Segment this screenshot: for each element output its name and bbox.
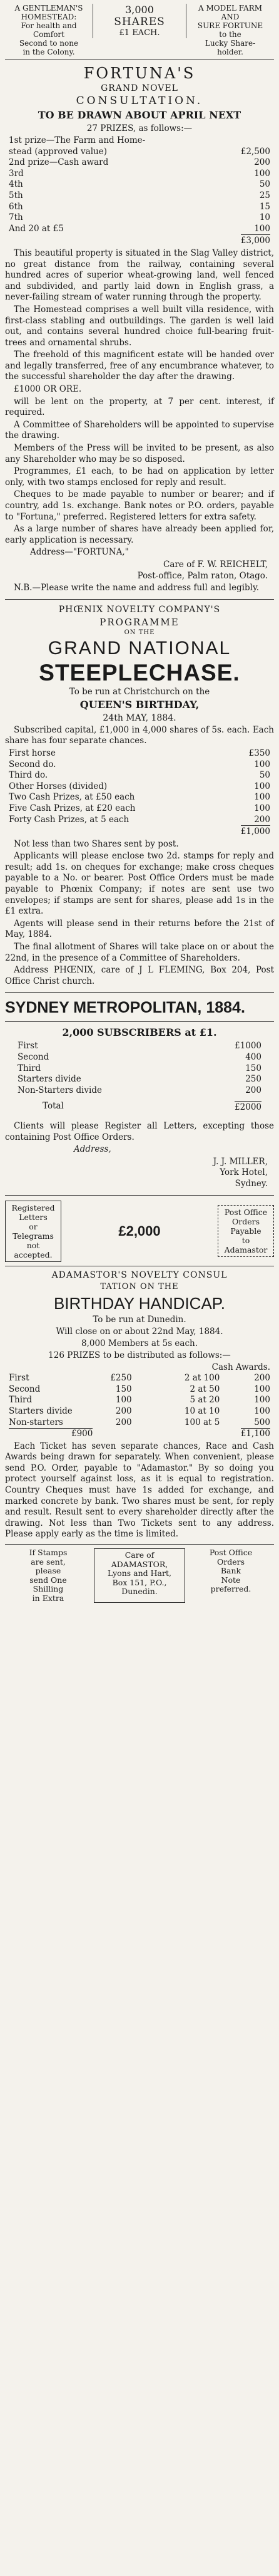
registered-letters-box — [5, 1201, 61, 1262]
phoenix-line3: ON THE — [124, 628, 155, 636]
sydney-address-label: Address, — [74, 1144, 111, 1155]
registered-letters-line: or — [29, 1221, 38, 1231]
adamastor-prize-row — [5, 1406, 274, 1417]
fortuna-total-row — [5, 234, 274, 247]
sydney-prize-row-value: 400 — [245, 1052, 261, 1062]
header-shares-label: SHARES — [114, 16, 165, 28]
header-left-line: HOMESTEAD: — [21, 13, 77, 21]
adamastor-totals-row — [5, 1428, 274, 1440]
phoenix-prize-row-label: Five Cash Prizes, at £20 each — [9, 803, 136, 813]
phoenix-run-at: To be run at Christchurch on the — [69, 686, 210, 697]
sydney-prize-row — [14, 1041, 265, 1052]
post-office-orders-line: Payable — [230, 1226, 261, 1236]
fortuna-subtitle2: CONSULTATION. — [76, 95, 203, 107]
header-left-line: A GENTLEMAN'S — [14, 4, 83, 13]
sydney-prize-row-value: 150 — [245, 1063, 261, 1073]
sydney-total-label: Total — [43, 1101, 64, 1112]
phoenix-prize-row — [5, 781, 274, 793]
adamastor-prizes-intro: 126 PRIZES to be distributed as follows:— — [48, 1350, 231, 1360]
fortuna-paragraph: The freehold of this magnificent estate will be handed over and legally transferred, free of any encumbrance whatever, to the successful shareholder the day after the drawing. — [5, 350, 274, 382]
adamastor-prize-row — [5, 1384, 274, 1395]
fortuna-prize-row-value: 10 — [259, 212, 270, 223]
fortuna-paragraph: A Committee of Shareholders will be appointed to supervise the drawing. — [5, 419, 274, 441]
adamastor-left-total: £900 — [9, 1428, 93, 1440]
fortuna-prize-row-label: 3rd — [9, 168, 24, 179]
adamastor-address-line: Lyons and Hart, — [108, 1568, 171, 1578]
adamastor-cash-awards: Cash Awards. — [211, 1362, 270, 1372]
adamastor-prize-label: First — [9, 1373, 29, 1384]
adamastor-prize-value: 200 — [115, 1405, 132, 1416]
fortuna-paragraph: The Homestead comprises a well built villa residence, with first-class stabling and outbuildings. The garden is well laid out, and contains several hundred choice full-bearing fruit-trees and ornamental shrubs. — [5, 304, 274, 348]
sydney-address-line: Sydney. — [235, 1178, 268, 1189]
header-left-line: Comfort — [33, 30, 64, 39]
fortuna-prizes-intro: 27 PRIZES, as follows:— — [86, 123, 193, 133]
divider — [5, 992, 274, 993]
adamastor-prize-extra: 5 at 20 — [190, 1395, 220, 1405]
phoenix-prize-row-label: Third do. — [9, 770, 48, 781]
sydney-prize-row-value: 250 — [245, 1074, 261, 1085]
adamastor-prize-extra-val: 100 — [254, 1384, 270, 1394]
divider — [5, 1195, 274, 1196]
fortuna-address-line: Post-office, Palm raton, Otago. — [137, 570, 268, 581]
fortuna-paragraph: As a large number of shares have already been applied for, early application is necessary. — [5, 524, 274, 545]
stamps-note-line: If Stamps — [29, 1548, 68, 1558]
adamastor-prize-row — [5, 1395, 274, 1406]
fortuna-paragraph: Members of the Press will be invited to be present, as also any Shareholder who may be so disposed. — [5, 443, 274, 464]
post-office-orders-box — [218, 1205, 274, 1257]
sydney-paragraph: Clients will please Register all Letters, excepting those containing Post Office Orders. — [5, 1120, 274, 1142]
fortuna-prize-row-value: 25 — [259, 190, 270, 201]
fortuna-prize-row — [5, 224, 274, 235]
adamastor-prize-extra: 2 at 50 — [190, 1384, 220, 1394]
stamps-note-line: please — [35, 1566, 61, 1576]
fortuna-prize-row-label: And 20 at £5 — [9, 223, 64, 234]
phoenix-title2: STEEPLECHASE. — [39, 659, 240, 686]
stamps-note-line: in Extra — [32, 1593, 64, 1603]
sydney-prize-row-label: Second — [18, 1052, 49, 1062]
sydney-prize-row — [14, 1052, 265, 1063]
adamastor-prize-value: 100 — [115, 1395, 132, 1405]
fortuna-prize-row — [5, 135, 274, 147]
phoenix-title1: GRAND NATIONAL — [48, 637, 231, 659]
adamastor-grand-total: £1,100 — [240, 1429, 270, 1439]
adamastor-line1: ADAMASTOR'S NOVELTY CONSUL — [51, 1270, 228, 1280]
phoenix-paragraph: The final allotment of Shares will take place on or about the 22nd, in the presence of a Committee of Shareholders. — [5, 942, 274, 963]
adamastor-prize-label: Third — [9, 1395, 33, 1405]
post-office-orders-line: Orders — [231, 1217, 260, 1227]
header-right-line: Lucky Share- — [205, 39, 256, 48]
header-shares-count: 3,000 — [125, 4, 154, 16]
phoenix-prize-row-value: 100 — [254, 792, 270, 803]
fortuna-prize-row-label: 7th — [9, 212, 23, 223]
phoenix-prize-row — [5, 759, 274, 771]
registered-letters-line: Letters — [19, 1212, 48, 1222]
adamastor-prize-value: 200 — [115, 1417, 132, 1427]
phoenix-prize-row — [5, 770, 274, 781]
adamastor-box-row — [5, 1201, 274, 1262]
sydney-address-line: York Hotel, — [220, 1167, 268, 1178]
phoenix-total-row — [5, 825, 274, 838]
registered-letters-line: Registered — [11, 1202, 55, 1212]
adamastor-close-date: Will close on or about 22nd May, 1884. — [56, 1326, 223, 1337]
stamps-note-line: Shilling — [33, 1584, 64, 1594]
adamastor-prize-value: £250 — [110, 1373, 132, 1384]
fortuna-paragraph: £1000 OR ORE. — [14, 384, 82, 395]
adamastor-prize-extra-val: 100 — [254, 1395, 270, 1405]
adamastor-run-at: To be run at Dunedin. — [93, 1314, 186, 1325]
fortuna-paragraph: This beautiful property is situated in the Slag Valley district, no great distance from the railway, containing several hundred acres of superior wheat-growing land, well fenced and subdivided, and partly laid down in English grass, a never-failing stream of water running through the property. — [5, 248, 274, 303]
fortuna-paragraph: will be lent on the property, at 7 per cent. interest, if required. — [5, 396, 274, 418]
sydney-prize-row-label: Starters divide — [18, 1074, 81, 1085]
phoenix-line2: PROGRAMME — [99, 616, 180, 628]
divider — [5, 599, 274, 600]
divider — [5, 1021, 274, 1022]
sydney-prize-row-label: First — [18, 1041, 38, 1051]
header-right — [186, 4, 274, 56]
phoenix-paragraphs — [5, 839, 274, 964]
phoenix-prize-row — [5, 792, 274, 803]
header-left-line: in the Colony. — [23, 48, 75, 56]
adamastor-prize-extra: 2 at 100 — [184, 1373, 220, 1384]
phoenix-prize-row — [5, 748, 274, 759]
phoenix-prize-row-value: 100 — [254, 781, 270, 791]
phoenix-prize-row-label: Two Cash Prizes, at £50 each — [9, 792, 135, 803]
phoenix-prize-row-value: 100 — [254, 803, 270, 813]
phoenix-capital: Subscribed capital, £1,000 in 4,000 shares of 5s. each. Each share has four separate chances. — [5, 724, 274, 746]
post-office-orders-line: Post Office — [224, 1207, 268, 1218]
fortuna-prize-row — [5, 190, 274, 202]
fortuna-paragraph: Programmes, £1 each, to be had on application by letter only, with two stamps enclosed for reply and result. — [5, 466, 274, 488]
fortuna-prize-row — [5, 169, 274, 180]
post-office-orders-note-line: preferred. — [210, 1584, 251, 1594]
sydney-prize-row-value: 200 — [245, 1085, 261, 1095]
sydney-prize-list — [5, 1041, 274, 1096]
phoenix-prize-list — [5, 748, 274, 825]
header-right-line: to the — [219, 30, 241, 39]
phoenix-paragraph: Applicants will please enclose two 2d. stamps for reply and result; add 1s. on cheques for exchange; make cross cheques payable to a No. or bearer. Post Office Orders must be made payable to Phœnix Company; if notes are sent use two envelopes; if stamps are sent for shares, please add 1s in the £1 extra. — [5, 851, 274, 917]
fortuna-prize-row-value: 100 — [254, 223, 270, 234]
fortuna-drawn-date: TO BE DRAWN ABOUT APRIL NEXT — [38, 109, 241, 121]
header-right-line: AND — [221, 13, 240, 21]
adamastor-address-line: ADAMASTOR, — [111, 1559, 168, 1569]
fortuna-prize-row-label: 1st prize—The Farm and Home- — [9, 135, 146, 145]
stamps-note-line: send One — [29, 1575, 67, 1585]
adamastor-prize-value: 150 — [115, 1384, 132, 1394]
header-right-line: SURE FORTUNE — [197, 21, 263, 30]
post-office-orders-note-line: Note — [221, 1575, 241, 1585]
header-left-line: Second to none — [19, 39, 79, 48]
fortuna-prize-row-value: 100 — [254, 168, 270, 179]
fortuna-address — [5, 560, 274, 581]
fortuna-prize-row-label: 2nd prize—Cash award — [9, 157, 109, 168]
adamastor-bottom-box — [5, 1548, 274, 1603]
sydney-prize-row-value: £1000 — [235, 1041, 261, 1051]
phoenix-prize-row-value: £350 — [248, 748, 270, 758]
header-right-line: A MODEL FARM — [198, 4, 263, 13]
phoenix-address: Address PHŒNIX, care of J L FLEMING, Box 204, Post Office Christ church. — [5, 965, 274, 986]
phoenix-line1: PHŒNIX NOVELTY COMPANY'S — [58, 604, 221, 615]
phoenix-prize-row-label: Second do. — [9, 759, 56, 769]
post-office-orders-note-line: Post Office — [209, 1548, 253, 1558]
adamastor-prize-label: Starters divide — [9, 1405, 73, 1416]
phoenix-prize-row — [5, 803, 274, 815]
adamastor-prize-extra-val: 200 — [254, 1373, 270, 1384]
header-left — [5, 4, 93, 56]
fortuna-prize-row — [5, 212, 274, 224]
adamastor-paragraphs — [5, 1441, 274, 1540]
adamastor-prize-label: Non-starters — [9, 1417, 63, 1427]
adamastor-cash-awards-row — [5, 1362, 274, 1374]
sydney-prize-row-label: Non-Starters divide — [18, 1085, 102, 1095]
adamastor-line2: TATION ON THE — [100, 1281, 179, 1291]
fortuna-prize-row — [5, 179, 274, 190]
adamastor-prize-list — [5, 1373, 274, 1428]
phoenix-prize-row-label: Other Horses (divided) — [9, 781, 108, 791]
sydney-subscribers: 2,000 SUBSCRIBERS at £1. — [62, 1026, 217, 1039]
fortuna-total: £3,000 — [240, 236, 270, 246]
phoenix-prize-row — [5, 815, 274, 826]
fortuna-prize-row-label: 5th — [9, 190, 23, 201]
fortuna-prize-list — [5, 135, 274, 234]
adamastor-prize-extra: 10 at 10 — [184, 1405, 220, 1416]
fortuna-prize-row-value: 50 — [259, 179, 270, 190]
sydney-total-row — [5, 1101, 274, 1113]
post-office-orders-note — [188, 1548, 274, 1603]
adamastor-address — [94, 1548, 185, 1603]
sydney-title: SYDNEY METROPOLITAN, 1884. — [5, 999, 245, 1017]
adamastor-amount: £2,000 — [118, 1223, 161, 1239]
header-left-line: For health and — [21, 21, 77, 30]
fortuna-prize-row — [5, 202, 274, 213]
fortuna-subtitle: GRAND NOVEL — [101, 83, 178, 93]
fortuna-prize-row-label: 4th — [9, 179, 23, 190]
fortuna-prize-row-value: 15 — [259, 201, 270, 212]
adamastor-prize-extra-val: 100 — [254, 1405, 270, 1416]
registered-letters-line: not — [26, 1240, 40, 1250]
stamps-note — [5, 1548, 91, 1603]
fortuna-address-label: Address—"FORTUNA," — [30, 547, 129, 558]
phoenix-prize-row-label: Forty Cash Prizes, at 5 each — [9, 814, 129, 825]
sydney-prize-row — [14, 1085, 265, 1097]
phoenix-total: £1,000 — [240, 827, 270, 837]
registered-letters-line: accepted. — [14, 1249, 53, 1259]
phoenix-prize-row-label: First horse — [9, 748, 56, 758]
fortuna-prize-row-value: 200 — [254, 157, 270, 168]
phoenix-date: 24th MAY, 1884. — [103, 712, 176, 723]
adamastor-address-line: Box 151, P.O., — [112, 1577, 167, 1587]
sydney-prize-row — [14, 1074, 265, 1085]
top-header — [5, 4, 274, 60]
fortuna-paragraph: Cheques to be made payable to number or bearer; and if country, add 1s. exchange. Bank notes or P.O. orders, payable to "Fortuna," preferred. Registered letters for extra safety. — [5, 489, 274, 522]
phoenix-paragraph: Not less than two Shares sent by post. — [14, 838, 179, 849]
sydney-address-line: J. J. MILLER, — [213, 1156, 268, 1167]
sydney-address — [5, 1157, 274, 1190]
fortuna-prize-row — [5, 157, 274, 169]
phoenix-paragraph: Agents will please send in their returns before the 21st of May, 1884. — [5, 918, 274, 940]
fortuna-prize-row — [5, 147, 274, 158]
adamastor-address-line: Dunedin. — [121, 1587, 158, 1597]
adamastor-address-line: Care of — [124, 1550, 155, 1560]
header-shares-price: £1 EACH. — [119, 28, 160, 38]
fortuna-title: FORTUNA'S — [83, 65, 196, 82]
adamastor-prize-label: Second — [9, 1384, 41, 1394]
header-middle — [93, 4, 186, 38]
registered-letters-line: Telegrams — [13, 1231, 54, 1241]
fortuna-prize-row-label: stead (approved value) — [9, 146, 107, 157]
adamastor-title: BIRTHDAY HANDICAP. — [53, 1293, 226, 1313]
post-office-orders-line: Adamastor — [224, 1245, 268, 1255]
adamastor-prize-row — [5, 1373, 274, 1384]
post-office-orders-line: to — [241, 1236, 250, 1246]
phoenix-prize-row-value: 200 — [254, 814, 270, 825]
phoenix-prize-row-value: 100 — [254, 759, 270, 769]
adamastor-members: 8,000 Members at 5s each. — [81, 1338, 198, 1348]
fortuna-prize-row-value: £2,500 — [240, 146, 270, 157]
divider — [5, 1544, 274, 1545]
adamastor-prize-row — [5, 1417, 274, 1429]
header-right-line: holder. — [217, 48, 243, 56]
post-office-orders-note-line: Bank — [220, 1566, 241, 1576]
adamastor-prize-extra: 100 at 5 — [184, 1417, 220, 1427]
fortuna-prize-row-label: 6th — [9, 201, 23, 212]
fortuna-paragraphs — [5, 248, 274, 546]
sydney-prize-row — [14, 1063, 265, 1075]
post-office-orders-note-line: Orders — [216, 1557, 245, 1567]
adamastor-paragraph: Each Ticket has seven separate chances, Race and Cash Awards being drawn for separately. When convenient, please send P.O. Order, payable to "Adamastor." By so doing you protect yourself against loss, as it is equal to registration. Country Cheques must have 1s added for exchange, and marked concrete by bank. Two shares must be sent, for reply and result. Result sent to every shareholder directly after the drawing. Not less than Two Tickets sent to any address. Please apply early as the time is limited. — [5, 1441, 274, 1540]
fortuna-address-line: Care of F. W. REICHELT, — [163, 559, 268, 570]
adamastor-prize-extra-val: 500 — [254, 1417, 270, 1427]
stamps-note-line: are sent, — [31, 1557, 66, 1567]
sydney-prize-row-label: Third — [18, 1063, 41, 1073]
sydney-total: £2000 — [235, 1102, 261, 1113]
fortuna-nb: N.B.—Please write the name and address full and legibly. — [14, 583, 260, 593]
phoenix-queen: QUEEN'S BIRTHDAY, — [79, 698, 200, 711]
phoenix-prize-row-value: 50 — [259, 770, 270, 781]
